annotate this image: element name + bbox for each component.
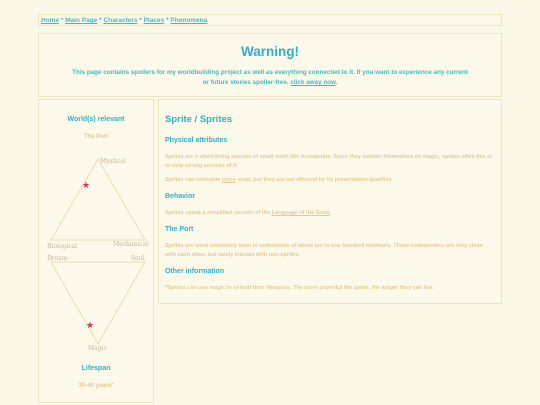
label-magic: Magic: [88, 345, 107, 352]
language-of-the-gods-link[interactable]: Language of the Gods: [271, 210, 330, 216]
warning-title: Warning!: [241, 44, 299, 59]
click-away-link[interactable]: click away now: [290, 79, 336, 86]
lifespan-value: 30-40 years*: [78, 383, 114, 389]
behavior-text: Sprites speak a simplified version of the: [165, 210, 272, 216]
star-marker-lower: ★: [85, 320, 95, 330]
nav-separator: *: [137, 17, 144, 24]
upper-triangle: [51, 159, 145, 240]
physical-paragraph-1: Sprites are a short-living species of small moth-like humanoids. Since they sustain themselves on magic, sprites often live at or near strong sources of it.: [165, 154, 493, 169]
lower-triangle: [51, 262, 145, 344]
spoiler-warning: [38, 33, 502, 97]
nav-home-link[interactable]: Home: [41, 17, 60, 24]
warning-text: This page contains spoilers for my worldbuilding project as well as everything connected to it. If you want to experience any current or future stories spoiler-free,: [72, 69, 468, 86]
physical-text-end: meat, but they are not affected by its preservation qualities.: [235, 177, 394, 183]
label-biological: Biological: [47, 243, 78, 250]
physical-text: Sprites can consume: [165, 177, 222, 183]
sinse-link[interactable]: sinse: [221, 177, 236, 183]
nav-separator: *: [97, 17, 104, 24]
nav-bar: [38, 14, 502, 26]
main-content: [158, 99, 502, 304]
behavior-paragraph: [165, 209, 495, 218]
nav-phenomena-link[interactable]: Phenomena: [170, 17, 208, 24]
port-paragraph: Sprites are most commonly seen in settlements of about ten to one hundred members. These communities are very close with each other, but rarely interact with non-sprites.: [165, 243, 483, 258]
star-marker-upper: ★: [81, 180, 91, 190]
warning-text-end: .: [335, 79, 338, 86]
nav-links: [41, 17, 207, 24]
behavior-text-end: .: [329, 210, 332, 216]
behavior-heading: Behavior: [165, 193, 195, 200]
world-name: The Port: [83, 134, 109, 140]
physical-paragraph-2: [165, 176, 495, 185]
nav-main-page-link[interactable]: Main Page: [65, 17, 98, 24]
affinity-triangles: [39, 100, 155, 404]
port-heading: The Port: [165, 226, 194, 233]
lifespan-heading: Lifespan: [81, 365, 111, 372]
other-info-paragraph: *Sprites can use magic to extend their lifespans. The more powerful the sprite, the longer they can live.: [165, 285, 435, 291]
physical-heading: Physical attributes: [165, 137, 228, 144]
label-dream: Dream: [47, 255, 68, 262]
label-mechanical: Mechanical: [113, 241, 149, 248]
sidebar: [38, 99, 154, 403]
nav-places-link[interactable]: Places: [143, 17, 165, 24]
label-soul: Soul: [131, 255, 145, 262]
page-title: Sprite / Sprites: [165, 114, 233, 125]
warning-message: [69, 68, 471, 88]
label-mystical: Mystical: [100, 158, 126, 165]
nav-separator: *: [59, 17, 66, 24]
nav-characters-link[interactable]: Characters: [103, 17, 138, 24]
worlds-heading: World(s) relevant: [67, 116, 125, 123]
nav-separator: *: [164, 17, 171, 24]
other-info-heading: Other information: [165, 268, 225, 275]
